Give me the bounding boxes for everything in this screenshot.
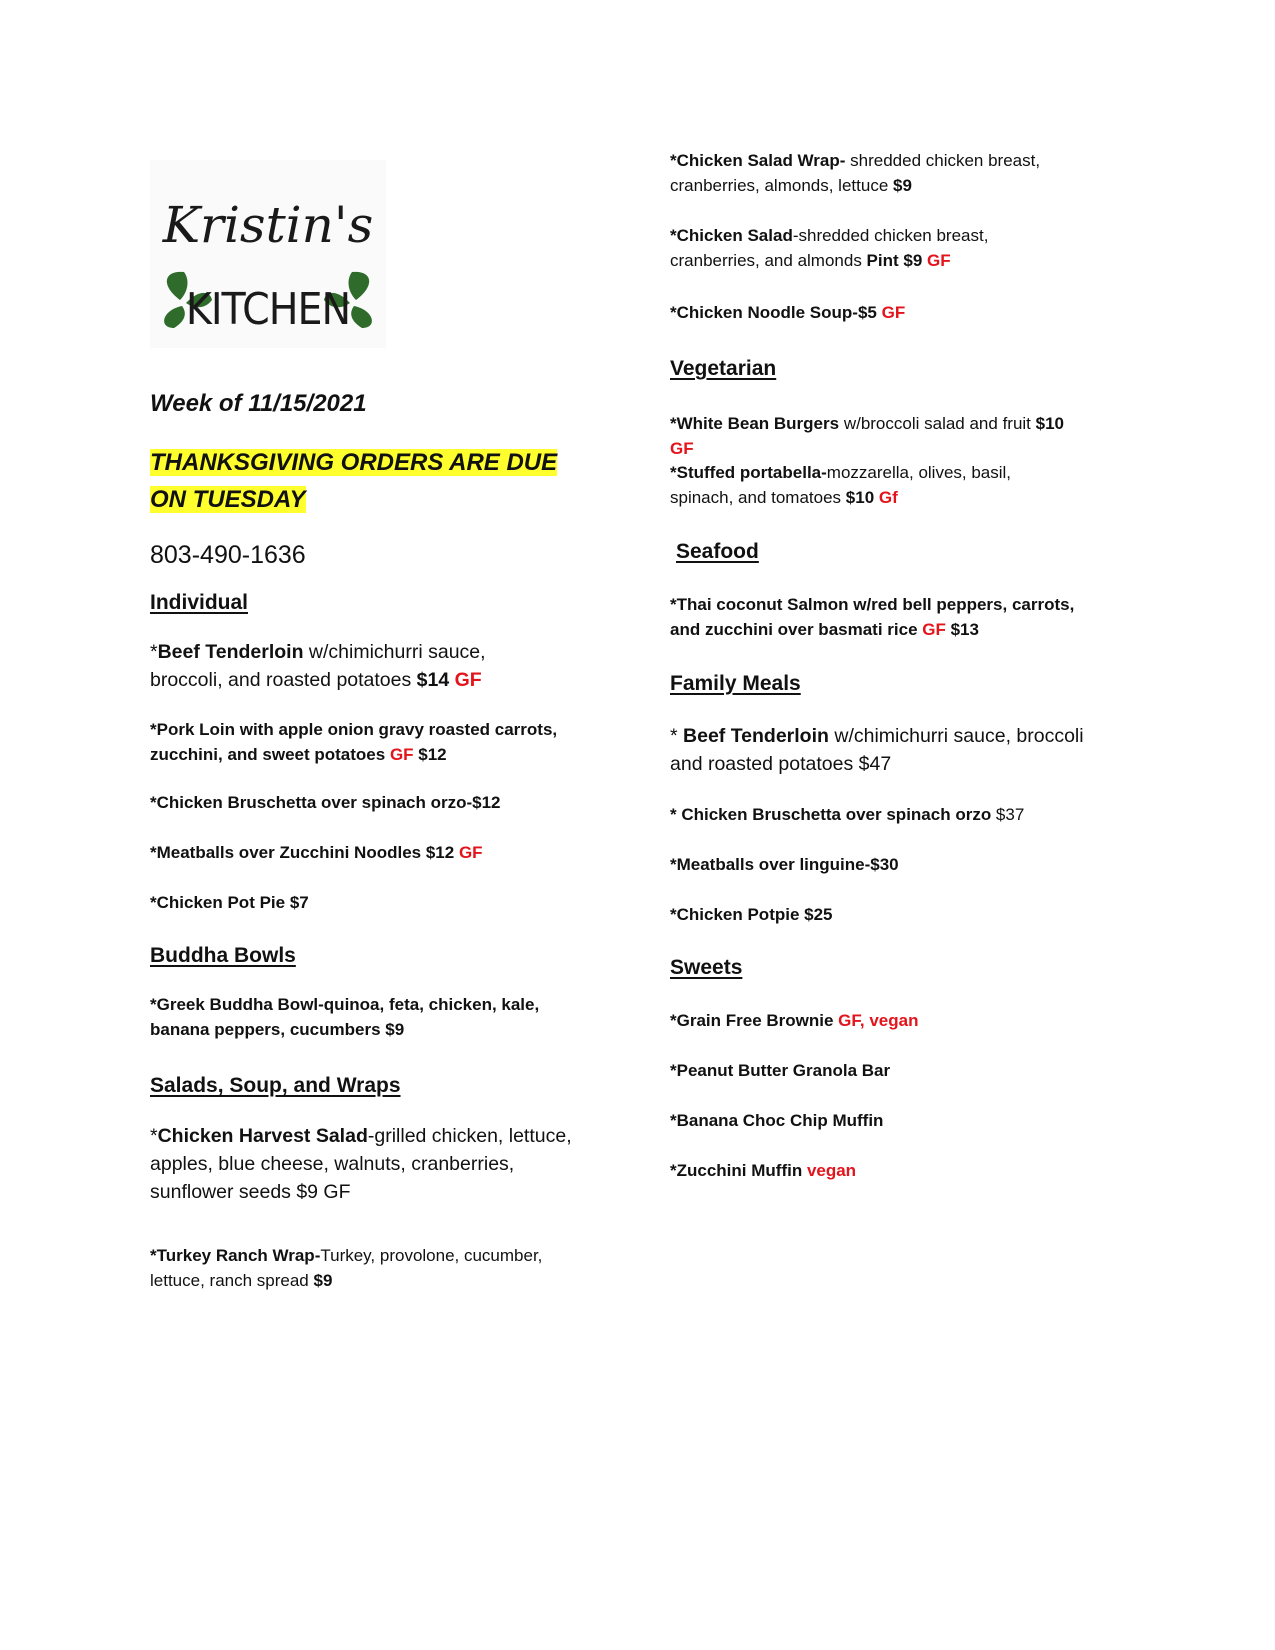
item-white-bean-burgers: *White Bean Burgers w/broccoli salad and fruit $10 GF — [670, 414, 1065, 458]
item-family-meatballs: *Meatballs over linguine-$30 — [670, 855, 899, 874]
phone-number[interactable]: 803-490-1636 — [150, 541, 306, 569]
item-family-chicken-potpie: *Chicken Potpie $25 — [670, 905, 833, 924]
item-turkey-ranch-wrap: *Turkey Ranch Wrap-Turkey, provolone, cucumber, lettuce, ranch spread $9 — [150, 1246, 543, 1290]
item-family-beef-tenderloin: * Beef Tenderloin w/chimichurri sauce, broccoli and roasted potatoes $47 — [670, 725, 1084, 775]
item-chicken-harvest-salad: *Chicken Harvest Salad-grilled chicken, lettuce, apples, blue cheese, walnuts, cranberries, sunflower seeds $9 GF — [150, 1125, 572, 1203]
item-chicken-pot-pie: *Chicken Pot Pie $7 — [150, 893, 309, 912]
heading-buddha-bowls: Buddha Bowls — [150, 944, 296, 967]
alert-line-1: THANKSGIVING ORDERS ARE DUE — [150, 449, 558, 476]
item-beef-tenderloin: *Beef Tenderloin w/chimichurri sauce, broccoli, and roasted potatoes $14 GF — [150, 641, 486, 691]
thanksgiving-alert — [150, 444, 580, 518]
item-chicken-salad-wrap: *Chicken Salad Wrap- shredded chicken breast, cranberries, almonds, lettuce $9 — [670, 151, 1041, 195]
logo-block-text: KITCHEN — [185, 284, 351, 335]
kristins-kitchen-logo — [150, 160, 386, 348]
heading-family-meals: Family Meals — [670, 672, 801, 695]
item-chicken-salad: *Chicken Salad-shredded chicken breast, cranberries, and almonds Pint $9 GF — [670, 226, 989, 270]
heading-sweets: Sweets — [670, 956, 743, 979]
alert-line-2: ON TUESDAY — [150, 486, 306, 513]
item-thai-coconut-salmon: *Thai coconut Salmon w/red bell peppers, carrots, and zucchini over basmati rice GF $13 — [670, 595, 1075, 639]
heading-individual: Individual — [150, 591, 249, 614]
item-zucchini-muffin: *Zucchini Muffin vegan — [670, 1161, 857, 1180]
heading-seafood: Seafood — [676, 540, 759, 563]
item-grain-free-brownie: *Grain Free Brownie GF, vegan — [670, 1011, 919, 1030]
item-banana-choc-chip-muffin: *Banana Choc Chip Muffin — [670, 1111, 884, 1130]
item-chicken-noodle-soup: *Chicken Noodle Soup-$5 GF — [670, 303, 906, 322]
logo-script-text: Kristin's — [162, 196, 374, 254]
item-meatballs: *Meatballs over Zucchini Noodles $12 GF — [150, 843, 483, 862]
item-family-chicken-bruschetta: * Chicken Bruschetta over spinach orzo $37 — [670, 805, 1025, 824]
item-greek-buddha-bowl: *Greek Buddha Bowl-quinoa, feta, chicken, kale, banana peppers, cucumbers $9 — [150, 995, 540, 1039]
logo-graphic — [150, 160, 386, 348]
item-stuffed-portabella: *Stuffed portabella-mozzarella, olives, basil, spinach, and tomatoes $10 Gf — [670, 463, 1012, 507]
heading-vegetarian: Vegetarian — [670, 357, 777, 380]
heading-salads-soup-wraps: Salads, Soup, and Wraps — [150, 1074, 401, 1097]
item-pork-loin: *Pork Loin with apple onion gravy roasted carrots, zucchini, and sweet potatoes GF $12 — [150, 720, 558, 764]
item-chicken-bruschetta: *Chicken Bruschetta over spinach orzo-$12 — [150, 793, 501, 812]
week-label: Week of 11/15/2021 — [150, 390, 367, 417]
item-peanut-butter-granola-bar: *Peanut Butter Granola Bar — [670, 1061, 891, 1080]
